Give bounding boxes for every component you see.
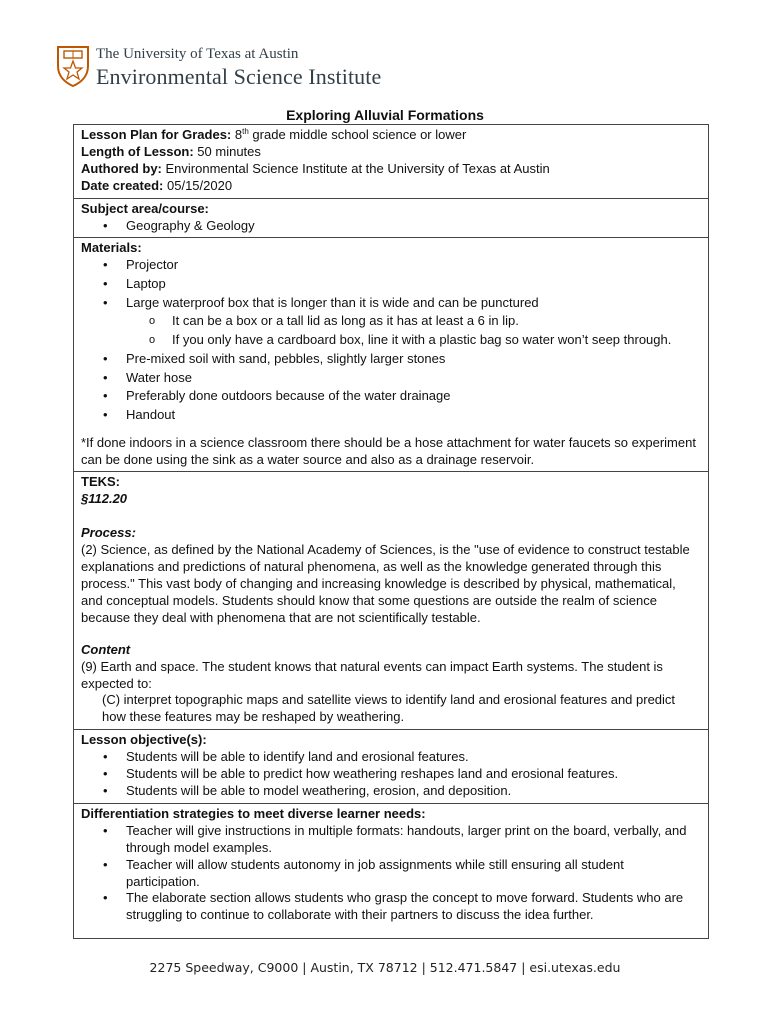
content-text: (9) Earth and space. The student knows that natural events can impact Earth systems. The student is expected to: — [81, 658, 663, 691]
objective-item: • Students will be able to predict how weathering reshapes land and erosional features. — [81, 766, 701, 783]
objective-item: • Students will be able to identify land and erosional features. — [81, 749, 701, 766]
materials-note: *If done indoors in a science classroom there should be a hose attachment for water faucets so experiment can be done using the sink as a water source and also as a drainage reservoir. — [81, 434, 696, 467]
date-value: 05/15/2020 — [167, 177, 233, 193]
materials-item-soil: • Pre-mixed soil with sand, pebbles, slightly larger stones — [81, 351, 701, 368]
grades-value: grade middle school science or lower — [252, 127, 467, 142]
materials-subitem-lid: o It can be a box or a tall lid as long as it has at least a 6 in lip. — [81, 313, 701, 330]
grades-line — [81, 127, 701, 144]
materials-subitem-cardboard: o If you only have a cardboard box, line it with a plastic bag so water won’t seep through. — [81, 332, 701, 349]
institute-name: Environmental Science Institute — [96, 64, 382, 89]
authored-value: Environmental Science Institute at the University of Texas at Austin — [165, 160, 550, 176]
length-line — [81, 144, 701, 161]
grades-sup: th — [242, 127, 249, 136]
differentiation-item: • Teacher will allow students autonomy in job assignments while still ensuring all student participation. — [81, 857, 701, 891]
authored-line — [81, 161, 701, 178]
materials-item-projector: • Projector — [81, 257, 701, 274]
letterhead — [56, 40, 456, 92]
process-text: (2) Science, as defined by the National Academy of Sciences, is the "use of evidence to construct testable explanations and predictions of natural phenomena, as well as the knowledge generated through this process." This vast body of changing and increasing knowledge is described by physical, mathematical, and conceptual models. Students should know that some questions are outside the realm of science because they deal with phenomena that are not scientifically testable. — [81, 542, 690, 625]
grades-num: 8 — [234, 127, 243, 142]
content-label: Content — [81, 641, 131, 657]
lesson-plan-table — [73, 124, 709, 939]
teks-section — [74, 471, 708, 729]
subject-label: Subject area/course: — [81, 200, 209, 216]
document-title: Exploring Alluvial Formations — [286, 107, 484, 123]
university-name: The University of Texas at Austin — [96, 46, 299, 62]
length-label: Length of Lesson: — [81, 143, 194, 159]
objectives-label: Lesson objective(s): — [81, 732, 207, 748]
materials-label: Materials: — [81, 240, 142, 256]
length-value: 50 minutes — [197, 143, 261, 159]
teks-label: TEKS: — [81, 474, 120, 490]
materials-item-box: • Large waterproof box that is longer than it is wide and can be punctured — [81, 295, 701, 312]
subject-section — [74, 198, 708, 238]
materials-item-outdoors: • Preferably done outdoors because of the water drainage — [81, 388, 701, 405]
differentiation-item: • Teacher will give instructions in multiple formats: handouts, larger print on the board, verbally, and through model examples. — [81, 823, 701, 857]
objectives-section — [74, 729, 708, 803]
authored-label: Authored by: — [81, 160, 162, 176]
differentiation-label: Differentiation strategies to meet diverse learner needs: — [81, 805, 426, 821]
grades-label: Lesson Plan for Grades: — [81, 127, 232, 142]
footer-address: 2275 Speedway, C9000 | Austin, TX 78712 | 512.471.5847 | esi.utexas.edu — [149, 960, 621, 975]
objective-item: • Students will be able to model weathering, erosion, and deposition. — [81, 783, 701, 800]
date-label: Date created: — [81, 177, 164, 193]
materials-section — [74, 237, 708, 471]
date-line — [81, 178, 701, 195]
process-label: Process: — [81, 525, 136, 541]
materials-item-handout: • Handout — [81, 407, 701, 424]
content-subtext: (C) interpret topographic maps and satellite views to identify land and erosional features and predict how these features may be reshaped by weathering. — [102, 692, 676, 725]
materials-item-hose: • Water hose — [81, 370, 701, 387]
info-section — [74, 125, 708, 198]
differentiation-item: • The elaborate section allows students who grasp the concept to move forward. Students who are struggling to continue to collaborate with their partners to discuss the idea further. — [81, 890, 701, 924]
ut-seal-icon — [56, 44, 90, 88]
differentiation-section — [74, 803, 708, 938]
materials-item-laptop: • Laptop — [81, 276, 701, 293]
teks-code: §112.20 — [81, 491, 128, 507]
subject-item: • Geography & Geology — [81, 218, 701, 235]
